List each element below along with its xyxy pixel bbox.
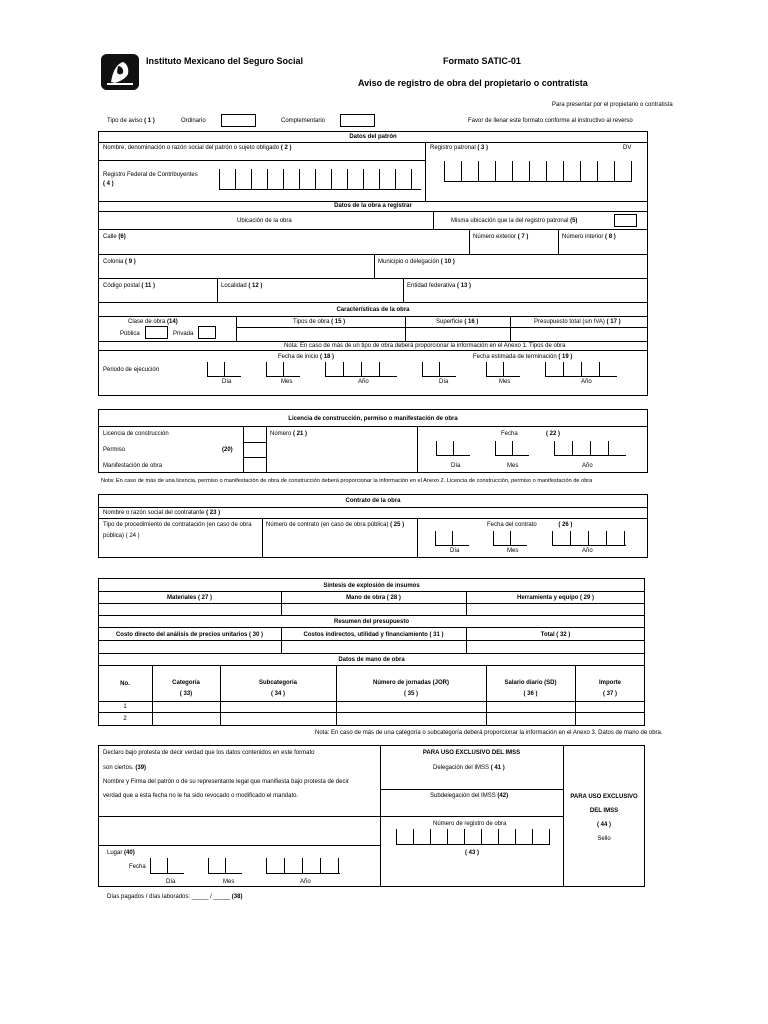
nombre-patron-label: Nombre, denominación o razón social del patrón o sujeto obligado ( 2 ): [103, 145, 292, 151]
licencia-anio[interactable]: [554, 441, 626, 456]
obra-title: Datos de la obra a registrar: [334, 203, 412, 209]
tipo-procedimiento-label-2: pública) ( 24 ): [103, 533, 140, 539]
rfc-num: ( 4 ): [103, 181, 114, 187]
fecha-licencia-label: Fecha: [501, 431, 518, 437]
costos-indirectos-header: Costos indirectos, utilidad y financiamiento ( 31 ): [303, 632, 444, 638]
imss-exclusive-title: PARA USO EXCLUSIVO DEL IMSS: [422, 750, 521, 756]
numero-licencia-label: Número ( 21 ): [270, 431, 308, 437]
mes-label: Mes: [507, 463, 519, 469]
anio-label: Año: [358, 379, 369, 385]
datos-mano-title: Datos de mano de obra: [338, 657, 405, 663]
imss-logo: [101, 54, 139, 90]
sello-label: Sello: [597, 836, 611, 842]
instruction-2: Favor de llenar este formato conforme al instructivo al reverso: [468, 118, 633, 124]
col-importe-num: ( 37 ): [602, 691, 617, 697]
form-code: Formato SATIC-01: [443, 56, 521, 66]
rfc-boxes[interactable]: [219, 169, 421, 190]
licencia-mes[interactable]: [495, 441, 529, 456]
obra-section: [98, 201, 648, 303]
localidad-label: Localidad ( 12 ): [221, 283, 263, 289]
dia-label: Día: [450, 548, 460, 554]
cp-label: Código postal ( 11 ): [103, 283, 156, 289]
subdelegacion-label: Subdelegación del IMSS (42): [430, 793, 509, 799]
numero-registro-boxes[interactable]: [396, 829, 550, 845]
tipo-aviso-label: Tipo de aviso ( 1 ): [107, 118, 155, 124]
declaracion-line-1: Declaro bajo protesta de decir verdad que los datos contenidos en este formato: [103, 750, 315, 756]
anio-label: Año: [300, 879, 311, 885]
dia-label: Día: [451, 463, 461, 469]
dia-label: Día: [222, 379, 232, 385]
fecha-inicio-label: Fecha de inicio ( 18 ): [278, 354, 335, 360]
total-header: Total ( 32 ): [540, 632, 571, 638]
publica-checkbox[interactable]: [145, 326, 168, 339]
costo-directo-header: Costo directo del análisis de precios unitarios ( 30 ): [115, 632, 264, 638]
misma-ubicacion-checkbox[interactable]: [614, 214, 637, 227]
colonia-label: Colonia ( 9 ): [103, 259, 136, 265]
privada-label: Privada: [173, 331, 194, 337]
institute-name: Instituto Mexicano del Seguro Social: [146, 56, 304, 66]
col-categoria-num: ( 33): [179, 691, 193, 697]
numero-registro-label: Número de registro de obra: [433, 821, 507, 827]
declaracion-anio[interactable]: [266, 858, 340, 874]
imss-right-title-1: PARA USO EXCLUSIVO: [570, 794, 638, 800]
publica-label: Pública: [120, 331, 140, 337]
fecha-contrato-label: Fecha del contrato ( 26 ): [487, 522, 573, 528]
registro-patronal-boxes[interactable]: [444, 161, 632, 182]
num-int-label: Número interior ( 8 ): [562, 234, 616, 240]
mes-label: Mes: [499, 379, 511, 385]
fecha-inicio-anio[interactable]: [325, 362, 397, 377]
ordinario-label: Ordinario: [181, 118, 206, 124]
contrato-anio[interactable]: [552, 531, 626, 546]
mano-obra-note: Nota: En caso de más de una categoría o subcategoría deberá proporcionar la información en el Anexo 3. Datos de mano de obra.: [315, 730, 663, 736]
declaracion-line-2: son ciertos. (39): [103, 765, 147, 771]
tipos-obra-note: Nota: En caso de más de un tipo de obra deberá proporcionar la información en el Anexo 1. Tipos de obra: [284, 343, 566, 349]
fecha-term-mes[interactable]: [486, 362, 520, 377]
table-row-1: 1: [123, 704, 127, 710]
caracteristicas-title: Características de la obra: [336, 307, 410, 313]
num-ext-label: Número exterior ( 7 ): [473, 234, 529, 240]
fecha-declaracion-label: Fecha: [129, 864, 146, 870]
delegacion-label: Delegación del IMSS ( 41 ): [433, 765, 505, 771]
instruction-1: Para presentar por el propietario o contratista: [552, 102, 673, 108]
municipio-label: Municipio o delegación ( 10 ): [378, 259, 455, 265]
licencia-num: (20): [222, 447, 233, 453]
dv-label: DV: [623, 145, 632, 151]
numero-contrato-label: Número de contrato (en caso de obra pública) ( 25 ): [266, 522, 405, 528]
patron-title: Datos del patrón: [349, 134, 397, 140]
anio-label: Año: [582, 548, 593, 554]
col-jornadas-num: ( 35 ): [403, 691, 418, 697]
calle-label: Calle (6): [103, 234, 126, 240]
lugar-label: Lugar (40): [107, 850, 135, 856]
imss-right-num: ( 44 ): [596, 822, 611, 828]
periodo-label: Periodo de ejecución: [103, 367, 160, 373]
fecha-term-dia[interactable]: [422, 362, 456, 377]
declaracion-line-3: Nombre y Firma del patrón o de su representante legal que manifiesta bajo protesta de decir: [103, 779, 349, 785]
licencia-title: Licencia de construcción, permiso o manifestación de obra: [288, 416, 458, 422]
col-categoria: Categoría: [172, 680, 200, 686]
col-no: No.: [120, 681, 130, 687]
eagle-emblem-icon: [101, 54, 139, 90]
dias-pagados-label: Días pagados / días laborados: _____ / _____ (38): [107, 894, 243, 900]
complementario-checkbox[interactable]: [340, 114, 375, 127]
herramienta-header: Herramienta y equipo ( 29 ): [516, 595, 595, 601]
registro-patronal-label: Registro patronal ( 3 ): [430, 145, 489, 151]
permiso-label: Permiso: [103, 447, 126, 453]
mes-label: Mes: [507, 548, 519, 554]
col-subcategoria-num: ( 34 ): [270, 691, 285, 697]
licencia-note: Nota: En caso de más de una licencia, permiso o manifestación de obra de construcción deberá proporcionar la información en el Anexo 2. Licencia de construcción, permiso o manifestación de obra: [101, 478, 593, 484]
superficie-label: Superficie ( 16 ): [436, 319, 479, 325]
entidad-label: Entidad federativa ( 13 ): [407, 283, 472, 289]
imss-right-title-2: DEL IMSS: [589, 808, 619, 814]
sintesis-title: Síntesis de explosión de insumos: [323, 583, 420, 589]
col-subcategoria: Subcategoría: [258, 680, 297, 686]
fecha-terminacion-label: Fecha estimada de terminación ( 19 ): [473, 354, 573, 360]
nombre-contratante-label: Nombre o razón social del contratante ( 23 ): [103, 510, 221, 516]
contrato-mes[interactable]: [493, 531, 527, 546]
declaracion-mes[interactable]: [208, 858, 242, 874]
rfc-label: Registro Federal de Contribuyentes: [103, 172, 198, 178]
mes-label: Mes: [223, 879, 235, 885]
fecha-inicio-mes[interactable]: [266, 362, 300, 377]
fecha-term-anio[interactable]: [545, 362, 617, 377]
fecha-inicio-dia[interactable]: [207, 362, 241, 377]
numero-registro-num: ( 43 ): [465, 850, 480, 856]
ubicacion-label: Ubicación de la obra: [237, 218, 292, 224]
tipos-obra-label: Tipos de obra ( 15 ): [293, 319, 346, 325]
fecha-licencia-num: ( 22 ): [546, 431, 561, 437]
manifestacion-label: Manifestación de obra: [103, 463, 163, 469]
col-jornadas: Número de jornadas (JOR): [372, 680, 449, 686]
presupuesto-label: Presupuesto total (sin IVA) ( 17 ): [534, 319, 621, 325]
complementario-label: Complementario: [281, 118, 326, 124]
licencia-construccion-label: Licencia de construcción: [103, 431, 169, 437]
dia-label: Día: [166, 879, 176, 885]
materiales-header: Materiales ( 27 ): [166, 595, 213, 601]
col-importe: Importe: [598, 680, 621, 686]
resumen-title: Resumen del presupuesto: [333, 619, 410, 625]
contrato-dia[interactable]: [435, 531, 469, 546]
ordinario-checkbox[interactable]: [221, 114, 256, 127]
privada-checkbox[interactable]: [198, 326, 216, 339]
declaracion-line-4: verdad que a esta fecha no le ha sido revocado o modificado el mandato.: [103, 793, 299, 799]
mano-obra-header: Mano de obra ( 28 ): [346, 595, 401, 601]
misma-ubicacion-label: Misma ubicación que la del registro patronal (5): [451, 218, 578, 224]
clase-label: Clase de obra (14): [128, 319, 178, 325]
declaracion-dia[interactable]: [150, 858, 184, 874]
anio-label: Año: [582, 463, 593, 469]
licencia-dia[interactable]: [436, 441, 470, 456]
mes-label: Mes: [281, 379, 293, 385]
col-salario-num: ( 36 ): [523, 691, 538, 697]
form-title: Aviso de registro de obra del propietario o contratista: [358, 78, 588, 88]
dia-label: Día: [439, 379, 449, 385]
col-salario: Salario diario (SD): [504, 680, 557, 686]
contrato-title: Contrato de la obra: [345, 498, 401, 504]
tipo-procedimiento-label: Tipo de procedimiento de contratación (en caso de obra: [103, 522, 252, 528]
table-row-2: 2: [123, 716, 127, 722]
anio-label: Año: [581, 379, 592, 385]
